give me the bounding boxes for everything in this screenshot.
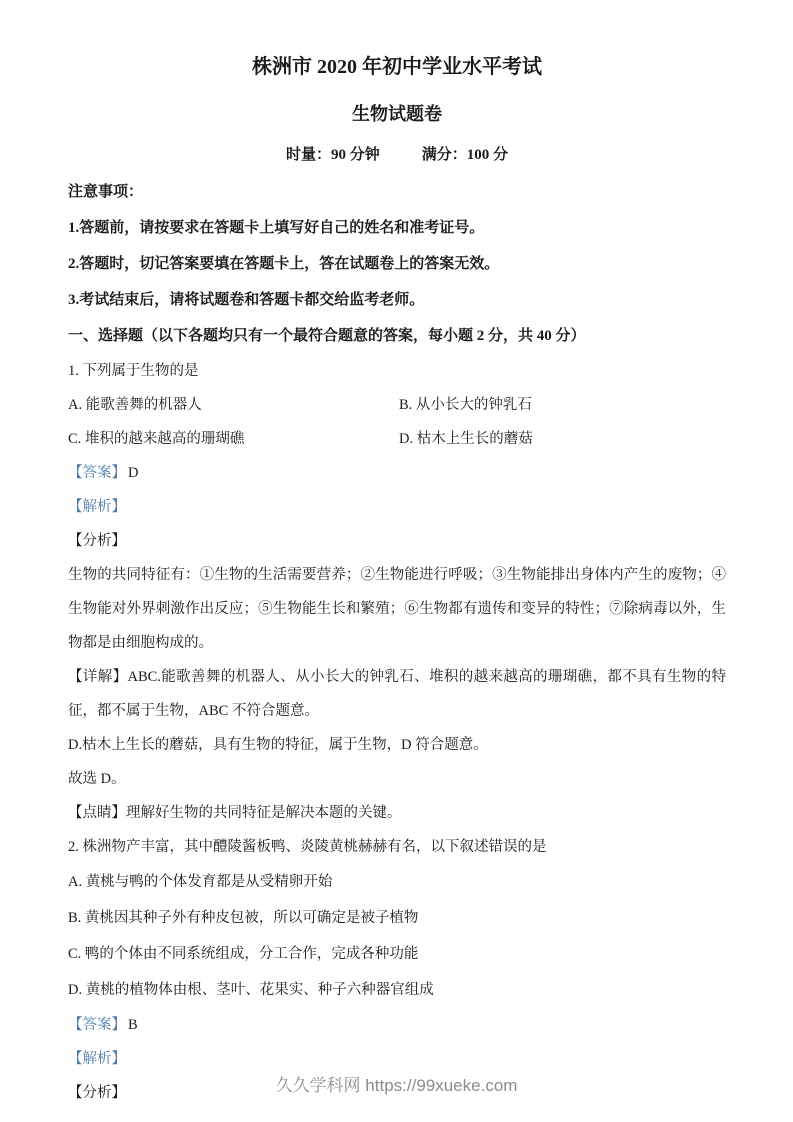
question-1-detail-text: ABC.能歌善舞的机器人、从小长大的钟乳石、堆积的越来越高的珊瑚礁，都不具有生物的特征，都不属于生物，ABC 不符合题意。 (68, 669, 727, 719)
question-1-option-b: B. 从小长大的钟乳石 (399, 397, 532, 413)
question-1-detail-line2: D.枯木上生长的蘑菇，具有生物的特征，属于生物，D 符合题意。 (68, 737, 488, 753)
notice-heading: 注意事项： (68, 184, 144, 200)
question-1-option-a: A. 能歌善舞的机器人 (68, 397, 202, 413)
question-2-option-c: C. 鸭的个体由不同系统组成，分工合作，完成各种功能 (68, 946, 419, 962)
question-2-option-a: A. 黄桃与鸭的个体发育都是从受精卵开始 (68, 874, 333, 890)
notice-item-1: 1.答题前，请按要求在答题卡上填写好自己的姓名和准考证号。 (68, 220, 485, 236)
question-2-stem: 2. 株洲物产丰富，其中醴陵酱板鸭、炎陵黄桃赫赫有名，以下叙述错误的是 (68, 839, 547, 855)
analysis-label: 【解析】 (68, 499, 126, 515)
answer-label: 【答案】 (68, 1017, 126, 1033)
question-2 (68, 830, 726, 1110)
watermark-footer (0, 1071, 793, 1096)
page-title: 株洲市 2020 年初中学业水平考试 (252, 56, 542, 78)
question-2-option-b: B. 黄桃因其种子外有种皮包被，所以可确定是被子植物 (68, 910, 419, 926)
question-2-answer-row (68, 1008, 726, 1042)
detail-label: 【详解】 (68, 669, 128, 685)
breakdown-label-row (68, 524, 726, 558)
question-2-option-d: D. 黄桃的植物体由根、茎叶、花果实、种子六种器官组成 (68, 982, 434, 998)
question-1-keypoint-row (68, 796, 726, 830)
question-1-detail-row (68, 660, 726, 728)
question-2-answer: B (128, 1017, 138, 1033)
question-1 (68, 354, 726, 830)
question-1-options (68, 388, 726, 456)
question-1-option-d: D. 枯木上生长的蘑菇 (399, 431, 533, 447)
exam-duration: 时量：90 分钟 (285, 147, 380, 163)
question-1-conclusion: 故选 D。 (68, 771, 126, 787)
section-heading: 一、选择题（以下各题均只有一个最符合题意的答案，每小题 2 分，共 40 分） (68, 328, 586, 344)
analysis-label-row (68, 490, 726, 524)
notice-item-2: 2.答题时，切记答案要填在答题卡上，答在试题卷上的答案无效。 (68, 256, 500, 272)
site-name: 久久学科网 (275, 1076, 361, 1095)
question-1-stem: 1. 下列属于生物的是 (68, 363, 199, 379)
page-subtitle: 生物试题卷 (352, 104, 442, 124)
exam-full-score: 满分：100 分 (421, 147, 509, 163)
notice-item-3: 3.考试结束后，请将试题卷和答题卡都交给监考老师。 (68, 292, 425, 308)
question-1-option-c: C. 堆积的越来越高的珊瑚礁 (68, 431, 245, 447)
exam-meta (68, 142, 726, 168)
key-point-label: 【点睛】 (68, 805, 126, 821)
question-2-options (68, 864, 726, 1008)
question-1-keypoint-text: 理解好生物的共同特征是解决本题的关键。 (126, 805, 402, 821)
question-1-answer: D (128, 465, 139, 481)
breakdown-label: 【分析】 (68, 533, 126, 549)
analysis-label: 【解析】 (68, 1051, 126, 1067)
question-1-answer-row (68, 456, 726, 490)
breakdown-label: 【分析】 (68, 1085, 126, 1101)
question-1-breakdown-text: 生物的共同特征有：①生物的生活需要营养；②生物能进行呼吸；③生物能排出身体内产生的废物；④生物能对外界刺激作出反应；⑤生物能生长和繁殖；⑥生物都有遗传和变异的特性；⑦除病毒以外，生物都是由细胞构成的。 (68, 567, 726, 651)
site-url: https://99xueke.com (365, 1076, 518, 1095)
answer-label: 【答案】 (68, 465, 126, 481)
